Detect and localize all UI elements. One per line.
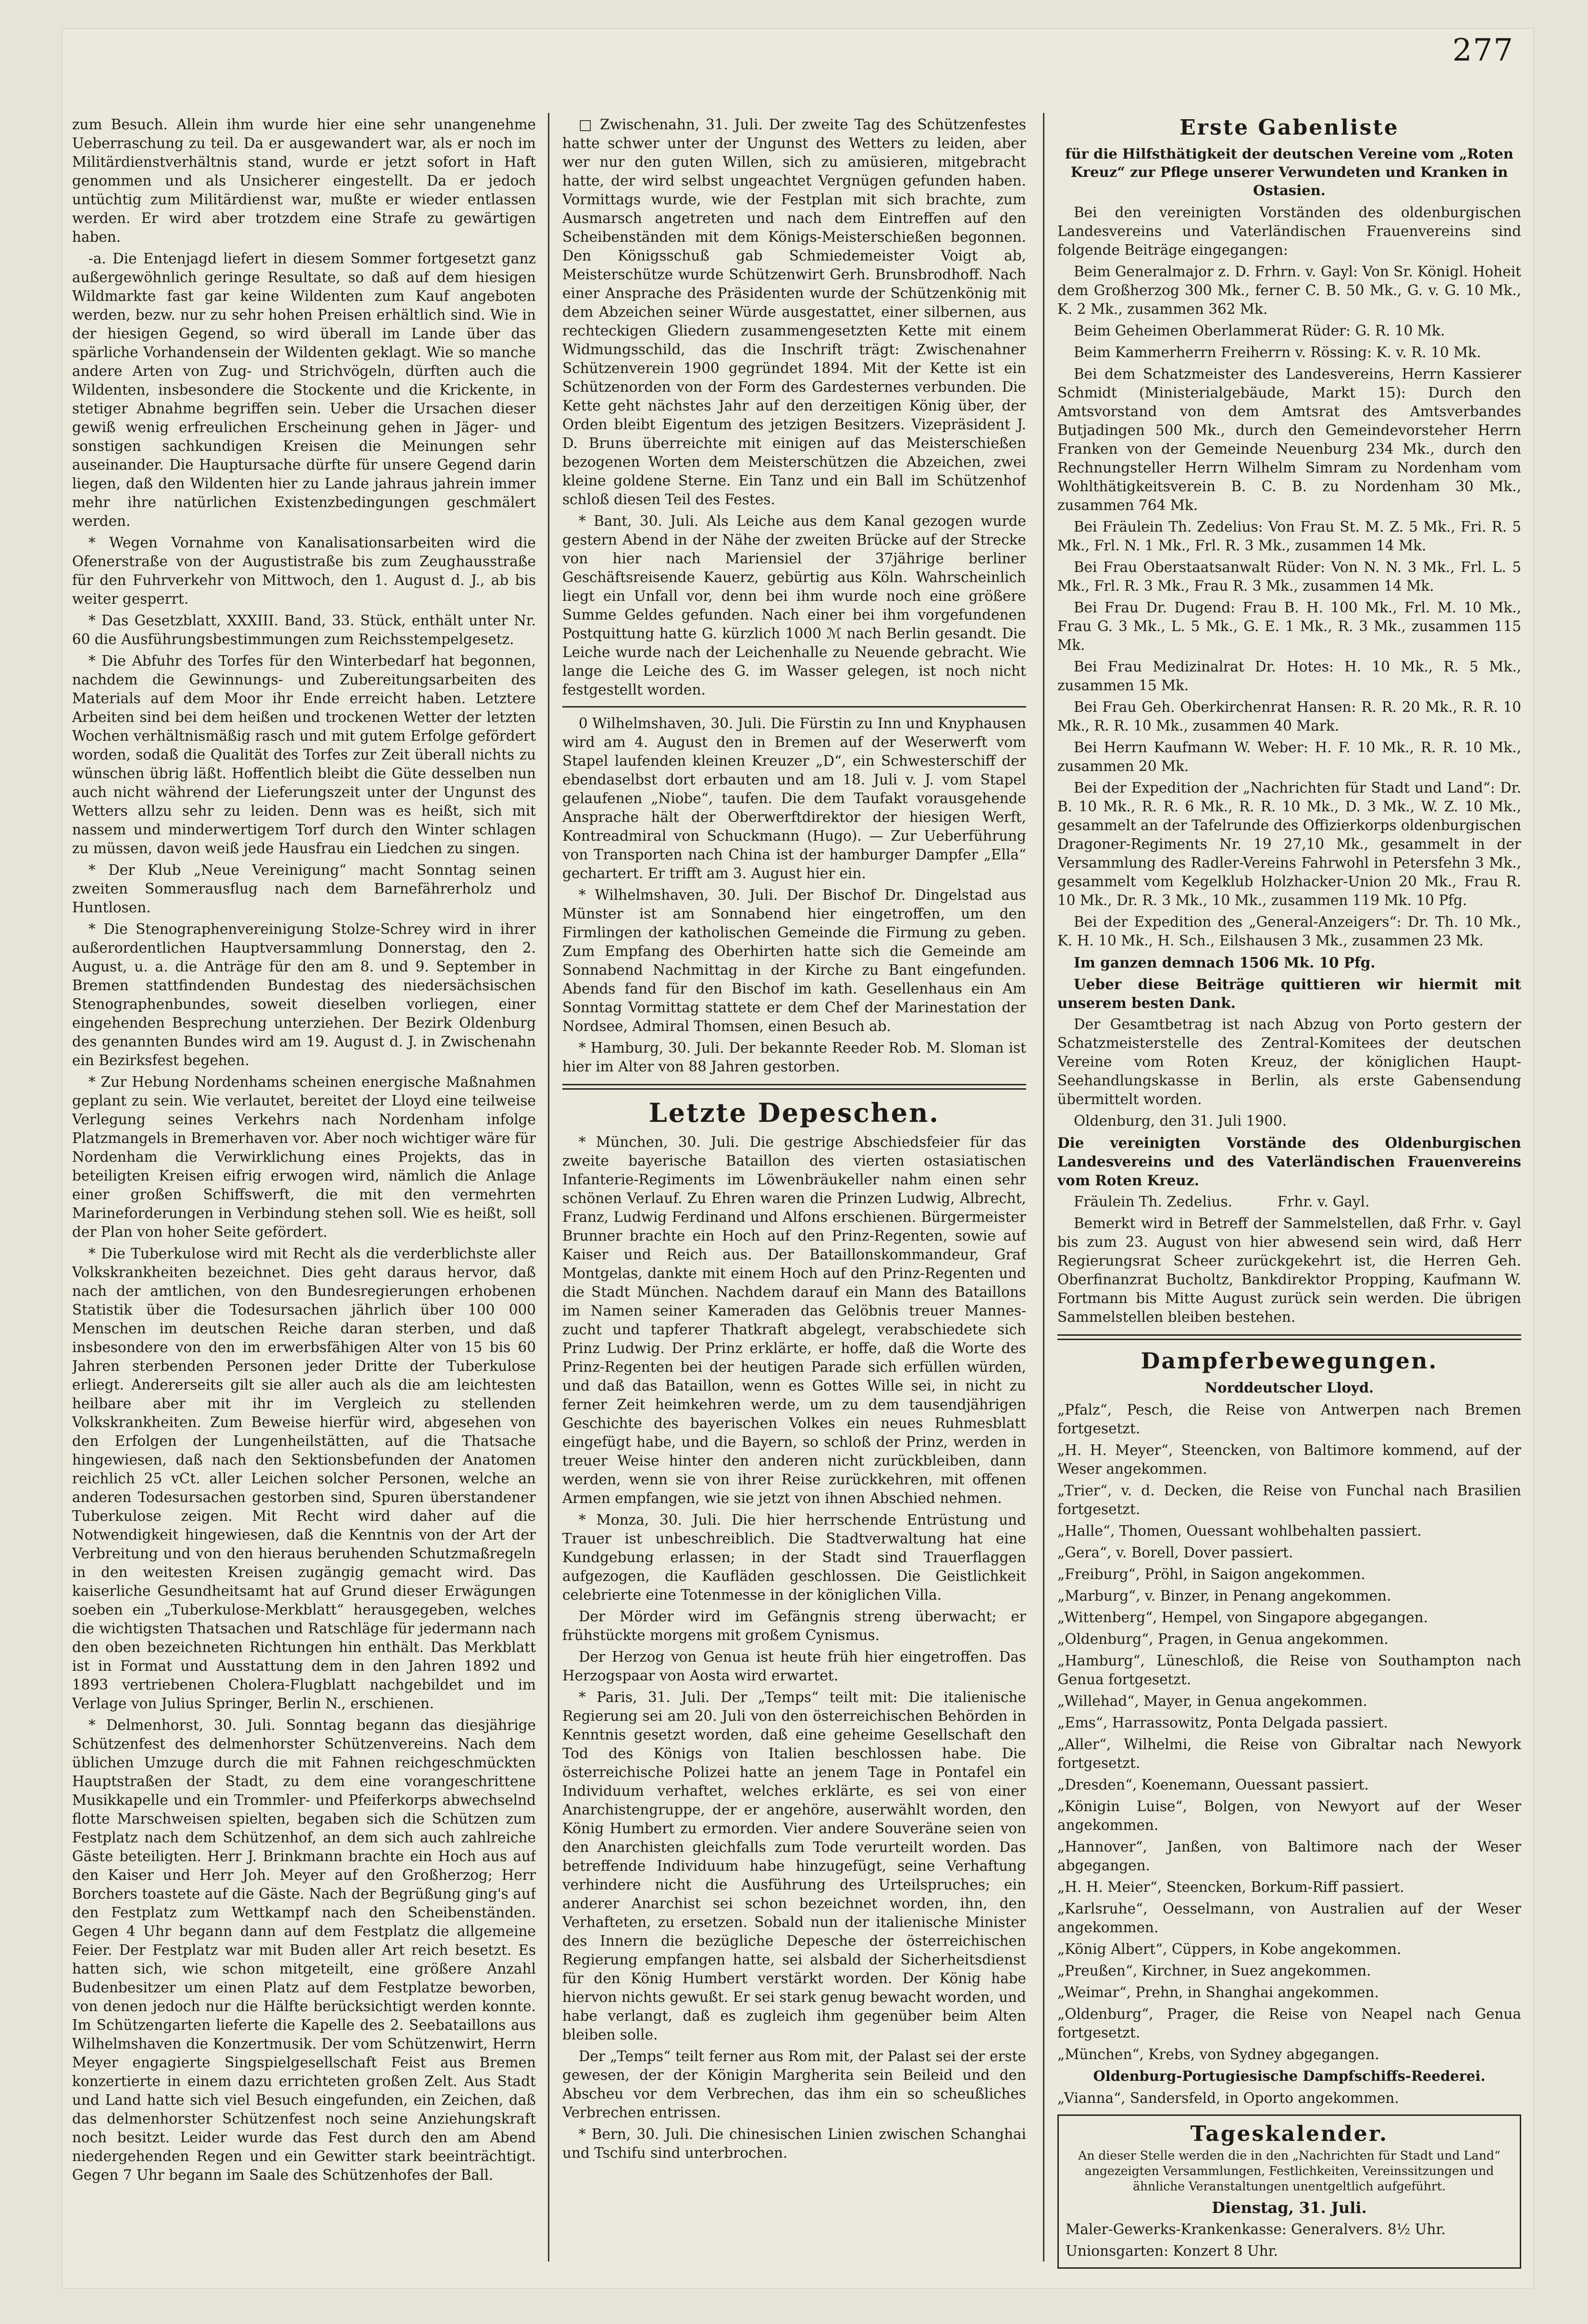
steamer-entry: „Oldenburg“, Pragen, in Genua angekommen. (1057, 1631, 1389, 1647)
steamer-entry: „Aller“, Wilhelmi, die Reise von Gibraltar nach Newyork fortgesetzt. (1057, 1736, 1521, 1771)
steamer-entry: „Gera“, v. Borell, Dover passiert. (1057, 1544, 1293, 1561)
list-entry: Bei Fräulein Th. Zedelius: Von Frau St. M. Z. 5 Mk., Fri. R. 5 Mk., Frl. N. 1 Mk., Frl. R. 3 Mk., zusammen 14 Mk. (1057, 519, 1521, 554)
calendar-note: An dieser Stelle werden die in den „Nachrichten für Stadt und Land“ angezeigten Versammlungen, Festlichkeiten, Vereinssitzungen und ähnliche Veranstaltungen unentgeltlich aufgeführt. (1078, 2149, 1501, 2193)
steamer-entry: „Wittenberg“, Hempel, von Singapore abgegangen. (1057, 1609, 1428, 1626)
calendar-box (1057, 2114, 1521, 2269)
list-entry: Beim Geheimen Oberlammerat Rüder: G. R. 10 Mk. (1074, 323, 1445, 339)
thanks-line: Ueber diese Beiträge quittieren wir hiermit mit unserem besten Dank. (1057, 976, 1521, 1011)
steamer-entry: „Marburg“, v. Binzer, in Penang angekommen. (1057, 1588, 1391, 1604)
list-entry: Bei Herrn Kaufmann W. Weber: H. F. 10 Mk., R. R. 10 Mk., zusammen 20 Mk. (1057, 739, 1521, 774)
article: -a. Die Entenjagd liefert in diesem Sommer fortgesetzt ganz außergewöhnlich geringe Resultate, so daß auf dem hiesigen Wildmarkte fast gar keine Wildenten zum Kauf angeboten werden, bezw. nur zu sehr hohen Preisen erhältlich sind. Wie in der hiesigen Gegend, so wird überall im Lande über das spärliche Vorhandensein der Wildenten geklagt. Wie so manche andere Arten von Zug- und Strichvögeln, dürften auch die Wildenten, insbesondere die Stockente und die Krickente, in stetiger Abnahme begriffen sein. Ueber die Ursachen dieser gewiß wenig erfreulichen Erscheinung gehen in Jäger- und sonstigen sachkundigen Kreisen die Meinungen sehr auseinander. Die Hauptursache dürfte für unsere Gegend darin liegen, daß den Wildenten hier zu Lande jahraus jahrein immer mehr ihre natürlichen Existenzbedingungen geschmälert werden. (72, 250, 536, 529)
steamer-entry: „Vianna“, Sandersfeld, in Oporto angekommen. (1057, 2090, 1399, 2106)
section-subheading: Oldenburg-Portugiesische Dampfschiffs-Reederei. (1093, 2068, 1486, 2084)
list-entry: Bei Frau Medizinalrat Dr. Hotes: H. 10 Mk., R. 5 Mk., zusammen 15 Mk. (1057, 659, 1521, 694)
article: □ Zwischenahn, 31. Juli. Der zweite Tag des Schützenfestes hatte schwer unter der Ungunst des Wetters zu leiden, aber wer nur den guten Willen, sich zu amüsieren, mitgebracht hatte, der wird selbst ungeachtet Vergnügen gefunden haben. Vormittags wurde, wie der Festplan mit sich brachte, zum Ausmarsch angetreten und nach dem Eintreffen auf den Scheibenständen mit dem Königs-Meisterschießen begonnen. Den Königsschuß gab Schmiedemeister Voigt ab, Meisterschütze wurde Schützenwirt Gerh. Brunsbrodhoff. Nach einer Ansprache des Präsidenten wurde der Schützenkönig mit dem Abzeichen seiner Würde ausgestattet, einer silbernen, aus rechteckigen Gliedern zusammengesetzten Kette mit einem Widmungsschild, das die Inschrift trägt: Zwischenahner Schützenverein 1900 gegründet 1894. Mit der Kette ist ein Schützenorden von der Form des Gardesternes verbunden. Die Kette geht nächstes Jahr auf den derzeitigen König über, der Orden bleibt Eigentum des jetzigen Besitzers. Vizepräsident J. D. Bruns überreichte mit einigen auf das Meisterschießen bezogenen Worten dem Meisterschützen die Abzeichen, zwei kleine goldene Sterne. Ein Tanz und ein Ball im Schützenhof schloß diesen Teil des Festes. (562, 116, 1026, 508)
steamer-entry: „Willehad“, Mayer, in Genua angekommen. (1057, 1693, 1367, 1709)
divider (562, 1084, 1026, 1090)
article: * Wegen Vornahme von Kanalisationsarbeiten wird die Ofenerstraße von der Augustistraße bis zum Zeughausstraße für den Fuhrverkehr von Mittwoch, den 1. August d. J., ab bis weiter gesperrt. (72, 534, 536, 607)
calendar-date: Dienstag, 31. Juli. (1212, 2199, 1367, 2217)
article: * Monza, 30. Juli. Die hier herrschende Entrüstung und Trauer ist unbeschreiblich. Die Stadtverwaltung hat eine Kundgebung erlassen; in der Stadt sind Trauerflaggen aufgezogen, die Kaufläden geschlossen. Die Geistlichkeit celebrierte eine Totenmesse in der königlichen Villa. (562, 1512, 1026, 1603)
steamer-entry: „Pfalz“, Pesch, die Reise von Antwerpen nach Bremen fortgesetzt. (1057, 1402, 1521, 1437)
column-1 (72, 115, 536, 2269)
calendar-item: Maler-Gewerks-Krankenkasse: Generalvers. 8½ Uhr. (1066, 2221, 1446, 2237)
steamer-entry: „Hamburg“, Lüneschloß, die Reise von Southampton nach Genua fortgesetzt. (1057, 1653, 1521, 1688)
article: * Wilhelmshaven, 30. Juli. Der Bischof Dr. Dingelstad aus Münster ist am Sonnabend hier eingetroffen, um den Firmlingen der katholischen Gemeinde die Firmung zu geben. Zum Empfang des Oberhirten hatte sich die Gemeinde am Sonnabend Nachmittag in der Kirche zu Bant eingefunden. Abends fand für den Bischof im kath. Gesellenhaus ein Am Sonntag Vormittag stattete er dem Chef der Marinestation der Nordsee, Admiral Thomsen, einen Besuch ab. (562, 887, 1026, 1034)
list-entry: Beim Generalmajor z. D. Frhrn. v. Gayl: Von Sr. Königl. Hoheit dem Großherzog 300 Mk., ferner C. B. 50 Mk., G. v. G. 10 Mk., K. 2 Mk., zusammen 362 Mk. (1057, 263, 1521, 317)
steamer-entry: „Königin Luise“, Bolgen, von Newyort auf der Weser angekommen. (1057, 1798, 1521, 1833)
article: 0 Wilhelmshaven, 30. Juli. Die Fürstin zu Inn und Knyphausen wird am 4. August den in Bremen auf der Weserwerft vom Stapel laufenden kleinen Kreuzer „D“, ein Schwesterschiff der ebendaselbst dort erbauten und am 18. Juli v. J. vom Stapel gelaufenen „Niobe“, taufen. Die dem Taufakt vorausgehende Ansprache hält der Oberwerftdirektor der hiesigen Werft, Kontreadmiral von Schuckmann (Hugo). — Zur Ueberführung von Transporten nach China ist der hamburger Dampfer „Ella“ gechartert. Er trifft am 3. August hier ein. (562, 715, 1026, 882)
article: * Bant, 30. Juli. Als Leiche aus dem Kanal gezogen wurde gestern Abend in der Nähe der zweiten Brücke auf der Strecke von hier nach Mariensiel der 37jährige berliner Geschäftsreisende Kauerz, gebürtig aus Köln. Wahrscheinlich liegt ein Unfall vor, denn bei ihm wurde noch eine größere Summe Geldes gefunden. Nach einer bei ihm vorgefundenen Postquittung hatte G. kürzlich 1000 ℳ nach Berlin gesandt. Die Leiche wurde nach der Leichenhalle zu Neuende gebracht. Wie lange die Leiche des G. im Wasser gelegen, ist noch nicht festgestellt worden. (562, 513, 1026, 698)
signatories: Die vereinigten Vorstände des Oldenburgischen Landesvereins und des Vaterländischen Frauenvereins vom Roten Kreuz. (1057, 1134, 1521, 1189)
article: * Die Stenographenvereinigung Stolze-Schrey wird in ihrer außerordentlichen Hauptversammlung Donnerstag, den 2. August, u. a. die Anträge für den am 8. und 9. September in Bremen stattfindenden Bundestag des niedersächsischen Stenographenbundes, soweit dieselben vorliegen, einer eingehenden Besprechung unterziehen. Der Bezirk Oldenburg des genannten Bundes wird am 19. August d. J. in Zwischenahn ein Bezirksfest begehen. (72, 921, 536, 1069)
list-entry: Bei der Expedition der „Nachrichten für Stadt und Land“: Dr. B. 10 Mk., R. R. 6 Mk., R. R. 10 Mk., D. 3 Mk., W. Z. 10 Mk., gesammelt an der Tafelrunde des Offizierkorps oldenburgischen Dragoner-Regiments Nr. 19 27,10 Mk., gesammelt in der Versammlung des Radler-Vereins Fahrwohl in Petersfehn 3 Mk., gesammelt vom Kegelklub Holzhacker-Union 20 Mk., Frau R. 10 Mk., Dr. R. 3 Mk., 10 Mk., zusammen 119 Mk. 10 Pfg. (1057, 780, 1521, 908)
section-heading: Dampferbewegungen. (1141, 1348, 1438, 1374)
newspaper-page (62, 29, 1533, 2288)
list-entry: Bei dem Schatzmeister des Landesvereins, Herrn Kassierer Schmidt (Ministerialgebäude, Markt 15): Durch den Amtsvorstand von dem Amtsrat des Amtsverbandes Butjadingen 500 Mk., durch den Gemeindevorsteher Herrn Franken von der Gemeinde Neuenburg 234 Mk., durch den Rechnungsteller Herrn Wilhelm Simram zu Nordenham vom Wohlthätigkeitsverein B. C. B. zu Nordenham 30 Mk., zusammen 764 Mk. (1057, 366, 1521, 513)
steamer-entry: „Ems“, Harrassowitz, Ponta Delgada passiert. (1057, 1715, 1388, 1731)
list-entry: Der Gesamtbetrag ist nach Abzug von Porto gestern der Schatzmeisterstelle des Zentral-Komitees der deutschen Vereine vom Roten Kreuz, der königlichen Haupt-Seehandlungskasse in Berlin, als erste Gabensendung übermittelt worden. (1057, 1016, 1521, 1107)
article: * Zur Hebung Nordenhams scheinen energische Maßnahmen geplant zu sein. Wie verlautet, bereitet der Lloyd eine teilweise Verlegung seines Verkehrs nach Nordenham infolge Platzmangels in Bremerhaven vor. Aber noch wichtiger wäre für Nordenham die Verwirklichung eines Projekts, das in beteiligten Kreisen eifrig erwogen wird, nämlich die Anlage einer großen Schiffswerft, die mit den vermehrten Marineforderungen in Verbindung stehen soll. Wie es heißt, soll der Plan von hoher Seite gefördert. (72, 1074, 536, 1240)
column-3 (1057, 115, 1521, 2269)
article: * Das Gesetzblatt, XXXIII. Band, 33. Stück, enthält unter Nr. 60 die Ausführungsbestimmungen zum Reichsstempelgesetz. (72, 612, 536, 647)
article: * Der Klub „Neue Vereinigung“ macht Sonntag seinen zweiten Sommerausflug nach dem Barnefährerholz und Huntlosen. (72, 862, 536, 916)
list-entry: Bemerkt wird in Betreff der Sammelstellen, daß Frhr. v. Gayl bis zum 23. August von hier abwesend sein wird, daß Herr Regierungsrat Scheer zurückgekehrt ist, die Herren Geh. Oberfinanzrat Bucholtz, Bankdirektor Propping, Kaufmann W. Fortmann bis Mitte August zurück sein werden. Die übrigen Sammelstellen bleiben bestehen. (1057, 1215, 1521, 1325)
steamer-entry: „H. H. Meier“, Steencken, Borkum-Riff passiert. (1057, 1879, 1404, 1895)
steamer-entry: „Halle“, Thomen, Ouessant wohlbehalten passiert. (1057, 1523, 1422, 1539)
article: * Bern, 30. Juli. Die chinesischen Linien zwischen Schanghai und Tschifu sind unterbrochen. (562, 2126, 1026, 2161)
steamer-entry: „Preußen“, Kirchner, in Suez angekommen. (1057, 1963, 1371, 1979)
article: * München, 30. Juli. Die gestrige Abschiedsfeier für das zweite bayerische Bataillon des vierten ostasiatischen Infanterie-Regiments im Löwenbräukeller nahm einen sehr schönen Verlauf. Zu Ehren waren die Prinzen Ludwig, Albrecht, Franz, Ludwig Ferdinand und Alfons erschienen. Bürgermeister Brunner brachte ein Hoch auf den Prinz-Regenten, sowie auf Kaiser und Reich aus. Der Bataillonskommandeur, Graf Montgelas, dankte mit einem Hoch auf den Prinz-Regenten und die Stadt München. Nachdem darauf ein Mann des Bataillons im Namen seiner Kameraden das Gelöbnis treuer Mannes- zucht und tapferer Thatkraft abgelegt, verabschiedete sich Prinz Ludwig. Der Prinz erklärte, er hoffe, daß die Worte des Prinz-Regenten bei der heutigen Parade sich erfüllen würden, und daß das Bataillon, wenn es Gottes Wille sei, in nicht zu ferner Zeit heimkehren werde, um zu dem tausendjährigen Geschichte des bayerischen Volkes ein neues Ruhmesblatt eingefügt habe, und die Bayern, so schloß der Prinz, werden in treuer Weise hinter den anderen nicht zurückbleiben, dann werden, wenn sie von ihrer Reise zurückkehren, mit offenen Armen empfangen, wie sie jetzt von ihnen Abschied nehmen. (562, 1134, 1026, 1506)
list-entry: Bei der Expedition des „General-Anzeigers“: Dr. Th. 10 Mk., K. H. 10 Mk., H. Sch., Eilshausen 3 Mk., zusammen 23 Mk. (1057, 914, 1521, 949)
article: * Hamburg, 30. Juli. Der bekannte Reeder Rob. M. Sloman ist hier im Alter von 88 Jahren gestorben. (562, 1040, 1026, 1075)
steamer-entry: „München“, Krebs, von Sydney abgegangen. (1057, 2046, 1379, 2063)
page-number: 277 (1452, 33, 1514, 68)
list-entry: Bei Frau Geh. Oberkirchenrat Hansen: R. R. 20 Mk., R. R. 10 Mk., R. R. 10 Mk., zusammen 40 Mark. (1057, 699, 1521, 734)
article: * Paris, 31. Juli. Der „Temps“ teilt mit: Die italienische Regierung sei am 20. Juli von den österreichischen Behörden in Kenntnis gesetzt worden, daß eine geheime Gesellschaft den Tod des Königs von Italien beschlossen habe. Die österreichische Polizei hatte an jenem Tage in Pontafel ein Individuum verhaftet, welches erklärte, es sei von einer Anarchistengruppe, der er angehöre, auserwählt worden, den König Humbert zu ermorden. Vier andere Souveräne seien von den Anarchisten gleichfalls zum Tode verurteilt worden. Das betreffende Individuum habe hinzugefügt, seine Verhaftung verhindere nicht die Ausführung des Urteilspruches; ein anderer Anarchist sei schon bezeichnet worden, ihn, den Verhafteten, zu ersetzen. Sobald nun der italienische Minister des Innern die bezügliche Depesche der österreichischen Regierung empfangen hatte, sei alsbald der Sicherheitsdienst für den König Humbert verstärkt worden. Der König habe hiervon nichts gewußt. Er sei stark genug bewacht worden, und habe verlangt, daß es zugleich ihm gegenüber beim Alten bleiben solle. (562, 1689, 1026, 2043)
list-entry: Bei Frau Dr. Dugend: Frau B. H. 100 Mk., Frl. M. 10 Mk., Frau G. 3 Mk., L. 5 Mk., G. E. 1 Mk., R. 3 Mk., zusammen 115 Mk. (1057, 599, 1521, 653)
steamer-entry: „Freiburg“, Pröhl, in Saigon angekommen. (1057, 1566, 1365, 1582)
signature-names: Fräulein Th. Zedelius. Frhr. v. Gayl. (1074, 1193, 1370, 1210)
steamer-entry: „Oldenburg“, Prager, die Reise von Neapel nach Genua fortgesetzt. (1057, 2006, 1521, 2041)
list-entry: Beim Kammerherrn Freiherrn v. Rössing: K. v. R. 10 Mk. (1074, 344, 1481, 360)
list-entry: Bei Frau Oberstaatsanwalt Rüder: Von N. N. 3 Mk., Frl. L. 5 Mk., Frl. R. 3 Mk., Frau R. 3 Mk., zusammen 14 Mk. (1057, 559, 1521, 594)
calendar-item: Unionsgarten: Konzert 8 Uhr. (1066, 2243, 1278, 2259)
article: Der Mörder wird im Gefängnis streng überwacht; er frühstückte morgens mit großem Cynismus. (562, 1608, 1026, 1643)
section-heading: Tageskalender. (1190, 2122, 1389, 2146)
column-rule (1043, 113, 1044, 2262)
steamer-entry: „Dresden“, Koenemann, Ouessant passiert. (1057, 1777, 1369, 1793)
divider (1057, 1334, 1521, 1340)
list-entry: Bei den vereinigten Vorständen des oldenburgischen Landesvereins und Vaterländischen Frauenvereins sind folgende Beiträge eingegangen: (1057, 204, 1521, 258)
article: Der Herzog von Genua ist heute früh hier eingetroffen. Das Herzogspaar von Aosta wird erwartet. (562, 1649, 1026, 1684)
steamer-entry: „Weimar“, Prehn, in Shanghai angekommen. (1057, 1984, 1379, 2001)
steamer-entry: „Karlsruhe“, Oesselmann, von Australien auf der Weser angekommen. (1057, 1901, 1521, 1936)
article: * Die Abfuhr des Torfes für den Winterbedarf hat begonnen, nachdem die Gewinnungs- und Zubereitungsarbeiten des Materials auf dem Moor ihr Ende erreicht haben. Letztere Arbeiten sind bei dem heißen und trockenen Wetter der letzten Wochen verhältnismäßig rasch und mit gutem Erfolge gefördert worden, sodaß die Qualität des Torfes zur Zeit überall nichts zu wünschen übrig läßt. Hoffentlich bleibt die Güte desselben nun auch nicht während der Lieferungszeit unter der Ungunst des Wetters allzu sehr zu leiden. Denn was es heißt, sich mit nassem und minderwertigem Torf durch den Winter schlagen zu müssen, davon weiß jede Hausfrau ein Liedchen zu singen. (72, 653, 536, 857)
dateline: Oldenburg, den 31. Juli 1900. (1074, 1113, 1287, 1129)
steamer-entry: „Hannover“, Janßen, von Baltimore nach der Weser abgegangen. (1057, 1839, 1521, 1874)
section-subheading: Norddeutscher Lloyd. (1204, 1379, 1374, 1396)
steamer-entry: „H. H. Meyer“, Steencken, von Baltimore kommend, auf der Weser angekommen. (1057, 1442, 1521, 1477)
article: Der „Temps“ teilt ferner aus Rom mit, der Palast sei der erste gewesen, der der Königin Margherita sein Beileid und den Abscheu vor dem Verbrechen, das ihm ein so scheußliches Verbrechen entrissen. (562, 2048, 1026, 2121)
steamer-entry: „Trier“, v. d. Decken, die Reise von Funchal nach Brasilien fortgesetzt. (1057, 1482, 1521, 1517)
section-subheading: für die Hilfsthätigkeit der deutschen Vereine vom „Roten Kreuz“ zur Pflege unserer Verwundeten und Kranken in Ostasien. (1065, 146, 1514, 199)
section-heading: Letzte Depeschen. (648, 1097, 940, 1128)
column-2 (562, 115, 1026, 2269)
section-heading: Erste Gabenliste (1179, 115, 1399, 140)
article: zum Besuch. Allein ihm wurde hier eine sehr unangenehme Ueberraschung zu teil. Da er ausgewandert war, als er noch im Militärdienstverhältnis stand, wurde er jetzt sofort in Haft genommen und als Unsicherer eingestellt. Da er jedoch untüchtig zum Militärdienst war, mußte er wieder entlassen werden. Er wird aber trotzdem eine Strafe zu gewärtigen haben. (72, 116, 536, 245)
divider (562, 706, 1026, 708)
article: * Delmenhorst, 30. Juli. Sonntag begann das diesjährige Schützenfest des delmenhorster Schützenvereins. Nach dem üblichen Umzuge durch die mit Fahnen reichgeschmückten Hauptstraßen der Stadt, zu dem eine vorangeschrittene Musikkapelle und ein Trommler- und Pfeiferkorps abwechselnd flotte Marschweisen spielten, begaben sich die Schützen zum Festplatz nach dem Schützenhof, an dem sich auch zahlreiche Gäste beteiligten. Herr J. Brinkmann brachte ein Hoch aus auf den Kaiser und Herr Joh. Meyer auf den Großherzog; Herr Borchers toastete auf die Gäste. Nach der Begrüßung ging's auf den Festplatz zum Wettkampf nach den Scheibenständen. Gegen 4 Uhr begann dann auf dem Festplatz die allgemeine Feier. Der Festplatz war mit Buden aller Art reich besetzt. Es hatten sich, wie schon mitgeteilt, eine größere Anzahl Budenbesitzer um einen Platz auf dem Festplatze beworben, von denen jedoch nur die Hälfte berücksichtigt werden konnte. Im Schützengarten lieferte die Kapelle des 2. Seebataillons aus Wilhelmshaven die Konzertmusik. Der vom Schützenwirt, Herrn Meyer engagierte Singspielgesellschaft Feist aus Bremen konzertierte in einem dazu errichteten großen Zelt. Aus Stadt und Land hatte sich viel Besuch eingefunden, ein Zeichen, daß das delmenhorster Schützenfest noch seine Anziehungskraft noch besitzt. Leider wurde das Fest durch den am Abend niedergehenden Regen und ein Gewitter stark beeinträchtigt. Gegen 7 Uhr begann im Saale des Schützenhofes der Ball. (72, 1717, 536, 2183)
column-rule (548, 113, 549, 2262)
steamer-entry: „König Albert“, Cüppers, in Kobe angekommen. (1057, 1941, 1402, 1957)
total-line: Im ganzen demnach 1506 Mk. 10 Pfg. (1074, 954, 1376, 971)
article: * Die Tuberkulose wird mit Recht als die verderblichste aller Volkskrankheiten bezeichnet. Dies geht daraus hervor, daß nach der amtlichen, von den Bundesregierungen erhobenen Statistik über die Todesursachen jährlich über 100 000 Menschen im deutschen Reiche daran sterben, und daß insbesondere von den im erwerbsfähigen Alter von 15 bis 60 Jahren sterbenden Personen jeder Dritte der Tuberkulose erliegt. Andererseits gilt sie aller auch als die am leichtesten heilbare aber mit ihr im Vergleich zu stellenden Volkskrankheiten. Zum Beweise hierfür wird, abgesehen von den Erfolgen der Lungenheilstätten, auf die Thatsache hingewiesen, daß nach den Sektionsbefunden der Anatomen reichlich 25 vCt. aller Leichen solcher Personen, welche an anderen Todesursachen gestorben sind, Spuren überstandener Tuberkulose zeigen. Mit Recht wird daher auf die Notwendigkeit hingewiesen, daß die Kenntnis von der Art der Verbreitung und von den hieraus beruhenden Schutzmaßregeln in den weitesten Kreisen zugängig gemacht wird. Das kaiserliche Gesundheitsamt hat auf Grund dieser Erwägungen soeben ein „Tuberkulose-Merkblatt“ herausgegeben, welches die wichtigsten Thatsachen und Ratschläge für jedermann nach den oben bezeichneten Richtungen hin enthält. Das Merkblatt ist in Format und Ausstattung dem in den Jahren 1892 und 1893 vertriebenen Cholera-Flugblatt nachgebildet und im Verlage von Julius Springer, Berlin N., erschienen. (72, 1245, 536, 1712)
